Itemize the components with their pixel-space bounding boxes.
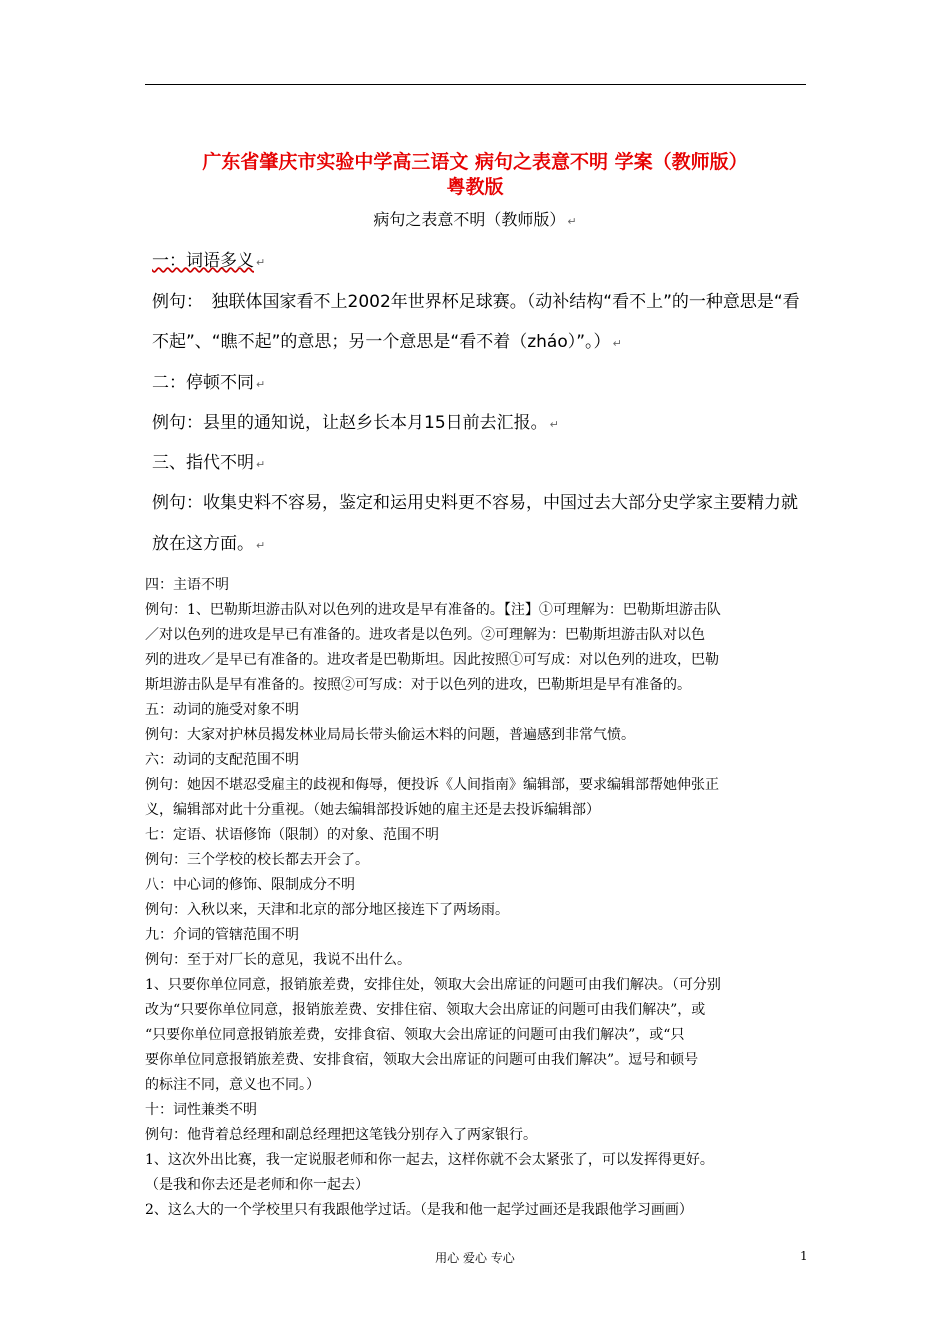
page-number: 1: [800, 1249, 808, 1263]
body-line: 例句：1、巴勒斯坦游击队对以色列的进攻是早有准备的。【注】①可理解为：巴勒斯坦游击队: [145, 602, 721, 618]
section-heading-5: 五：动词的施受对象不明: [145, 702, 299, 718]
section-heading-4: 四：主语不明: [145, 577, 229, 593]
page-footer: 用心 爱心 专心: [435, 1251, 515, 1265]
body-line: 斯坦游击队是早有准备的。按照②可写成：对于以色列的进攻，巴勒斯坦是早有准备的。: [145, 677, 691, 693]
subtitle-text: 病句之表意不明（教师版）: [373, 210, 566, 229]
body-line: 例句：她因不堪忍受雇主的歧视和侮辱，便投诉《人间指南》编辑部，要求编辑部帮她伸张正: [145, 777, 719, 793]
example-line: [152, 412, 559, 436]
section-heading-9: 九：介词的管辖范围不明: [145, 927, 299, 943]
example-line: [152, 533, 265, 557]
body-line: 要你单位同意报销旅差费、安排食宿，领取大会出席证的问题可由我们解决”。逗号和顿号: [145, 1052, 699, 1068]
body-line: 义，编辑部对此十分重视。（她去编辑部投诉她的雇主还是去投诉编辑部）: [145, 802, 600, 818]
document-subtitle: [100, 207, 850, 230]
example-line: 例句：收集史料不容易，鉴定和运用史料更不容易，中国过去大部分史学家主要精力就: [152, 493, 798, 513]
section-heading-3: [152, 452, 265, 476]
body-line: 例句：至于对厂长的意见，我说不出什么。: [145, 952, 411, 968]
example-line: 例句： 独联体国家看不上2002年世界杯足球赛。（动补结构“看不上”的一种意思是“看: [152, 292, 800, 312]
body-line: 2、这么大的一个学校里只有我跟他学过话。（是我和他一起学过画还是我跟他学习画画）: [145, 1202, 693, 1218]
paragraph-mark: ↵: [256, 256, 266, 269]
section-heading-2-text: 二：停顿不同: [152, 373, 254, 393]
paragraph-mark: ↵: [256, 378, 266, 391]
section-heading-8: 八：中心词的修饰、限制成分不明: [145, 877, 355, 893]
section-heading-1: [152, 250, 265, 274]
body-line: 例句：大家对护林员揭发林业局局长带头偷运木料的问题，普遍感到非常气愤。: [145, 727, 635, 743]
paragraph-mark: ↵: [256, 458, 266, 471]
paragraph-mark: ↵: [256, 539, 266, 552]
example-line-text: 例句：县里的通知说，让赵乡长本月15日前去汇报。: [152, 413, 548, 433]
section-heading-7: 七：定语、状语修饰（限制）的对象、范围不明: [145, 827, 439, 843]
paragraph-mark: ↵: [549, 418, 559, 431]
section-heading-10: 十：词性兼类不明: [145, 1102, 257, 1118]
section-heading-1-text: 一：词语多义: [152, 251, 254, 271]
body-line: 1、只要你单位同意，报销旅差费，安排住处，领取大会出席证的问题可由我们解决。（可分别: [145, 977, 721, 993]
document-title-line-1: 广东省肇庆市实验中学高三语文 病句之表意不明 学案（教师版）: [202, 151, 748, 173]
body-line: 例句：三个学校的校长都去开会了。: [145, 852, 369, 868]
body-line: 1、这次外出比赛，我一定说服老师和你一起去，这样你就不会太紧张了，可以发挥得更好。: [145, 1152, 714, 1168]
section-heading-2: [152, 372, 265, 396]
example-line: [152, 331, 622, 355]
header-rule: [145, 84, 806, 85]
body-line: 例句：他背着总经理和副总经理把这笔钱分别存入了两家银行。: [145, 1127, 537, 1143]
body-line: 例句：入秋以来，天津和北京的部分地区接连下了两场雨。: [145, 902, 509, 918]
body-line: 列的进攻／是早已有准备的。进攻者是巴勒斯坦。因此按照①可写成：对以色列的进攻，巴勒: [145, 652, 719, 668]
section-heading-3-text: 三、指代不明: [152, 453, 254, 473]
paragraph-mark: ↵: [567, 215, 577, 228]
body-line: 改为“只要你单位同意，报销旅差费、安排住宿、领取大会出席证的问题可由我们解决”，或: [145, 1002, 706, 1018]
body-line: “只要你单位同意报销旅差费，安排食宿、领取大会出席证的问题可由我们解决”，或“只: [145, 1027, 685, 1043]
body-line: ／对以色列的进攻是早已有准备的。进攻者是以色列。②可理解为：巴勒斯坦游击队对以色: [145, 627, 705, 643]
document-title-line-2: 粤教版: [446, 176, 504, 198]
example-line-text: 不起”、“瞧不起”的意思；另一个意思是“看不着（zháo）”。）: [152, 332, 611, 352]
section-heading-6: 六：动词的支配范围不明: [145, 752, 299, 768]
body-line: 的标注不同，意义也不同。）: [145, 1077, 320, 1093]
paragraph-mark: ↵: [612, 337, 622, 350]
body-line: （是我和你去还是老师和你一起去）: [145, 1177, 369, 1193]
example-line-text: 放在这方面。: [152, 534, 254, 554]
